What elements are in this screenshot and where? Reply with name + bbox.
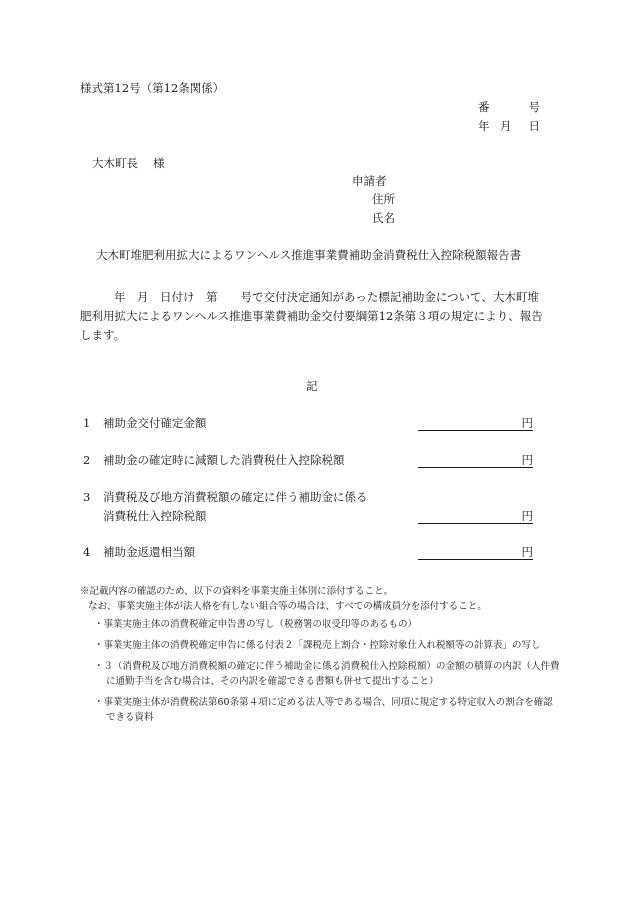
note-line-2: なお、事業実施主体が法人格を有しない組合等の場合は、すべての構成員分を添付すること。 <box>88 601 487 612</box>
applicant-address-label: 住所 <box>372 192 395 206</box>
item-1-amount-field <box>418 415 533 431</box>
item-3-label: 消費税及び地方消費税額の確定に伴う補助金に係る <box>103 490 368 504</box>
date-label-day: 日 <box>528 119 540 133</box>
item-2-unit: 円 <box>521 453 533 467</box>
note-bullet-3: ・３（消費税及び地方消費税額の確定に伴う補助金に係る消費税仕入控除税額）の金額の積算の内訳（人件費に通勤手当を含む場合は、その内訳を確認できる書類も併せて提出すること） <box>94 661 560 687</box>
form-number: 様式第12号（第12条関係） <box>80 81 225 95</box>
item-3-number: 3 <box>83 490 91 504</box>
note-bullet-4: ・事業実施主体が消費税法第60条第４項に定める法人等である場合、同項に規定する特定収入の割合を確認できる資料 <box>94 697 553 723</box>
item-4-label: 補助金返還相当額 <box>103 545 195 559</box>
item-4-unit: 円 <box>521 545 533 559</box>
item-2-amount-field <box>418 452 533 468</box>
item-2-label: 補助金の確定時に減額した消費税仕入控除税額 <box>103 453 345 467</box>
doc-no-label-go: 号 <box>528 100 540 114</box>
item-3-label-line2: 消費税仕入控除税額 <box>103 509 207 523</box>
note-line-1: ※記載内容の確認のため、以下の資料を事業実施主体別に添付すること。 <box>80 586 394 597</box>
applicant-name-label: 氏名 <box>372 211 395 225</box>
document-title: 大木町堆肥利用拡大によるワンヘルス推進事業費補助金消費税仕入控除税額報告書 <box>96 248 522 262</box>
doc-no-label-ban: 番 <box>478 100 490 114</box>
document-number-field <box>478 102 540 114</box>
note-bullet-2: ・事業実施主体の消費税確定申告に係る付表２「課税売上割合・控除対象仕入れ税額等の計算表」の写し <box>94 640 541 651</box>
item-3-amount-field <box>418 508 533 524</box>
addressee: 大木町長 様 <box>92 156 165 170</box>
item-4-number: 4 <box>83 545 91 559</box>
applicant-label: 申請者 <box>352 174 387 188</box>
notes-section <box>80 584 560 731</box>
ki-heading: 記 <box>306 379 318 393</box>
date-label-month: 月 <box>500 119 512 133</box>
document-date-field <box>478 121 540 133</box>
item-2-number: 2 <box>83 453 91 467</box>
body-paragraph: 年 月 日付け 第 号で交付決定通知があった標記補助金について、大木町堆肥利用拡大によるワンヘルス推進事業費補助金交付要綱第12条第３項の規定により、報告します。 <box>80 290 543 342</box>
date-label-year: 年 <box>478 119 490 133</box>
item-1-unit: 円 <box>521 416 533 430</box>
note-bullet-1: ・事業実施主体の消費税確定申告書の写し（税務署の収受印等のあるもの） <box>94 619 418 630</box>
item-1-number: 1 <box>83 416 91 430</box>
item-3-unit: 円 <box>521 509 533 523</box>
item-1-label: 補助金交付確定金額 <box>103 416 207 430</box>
item-4-amount-field <box>418 544 533 560</box>
